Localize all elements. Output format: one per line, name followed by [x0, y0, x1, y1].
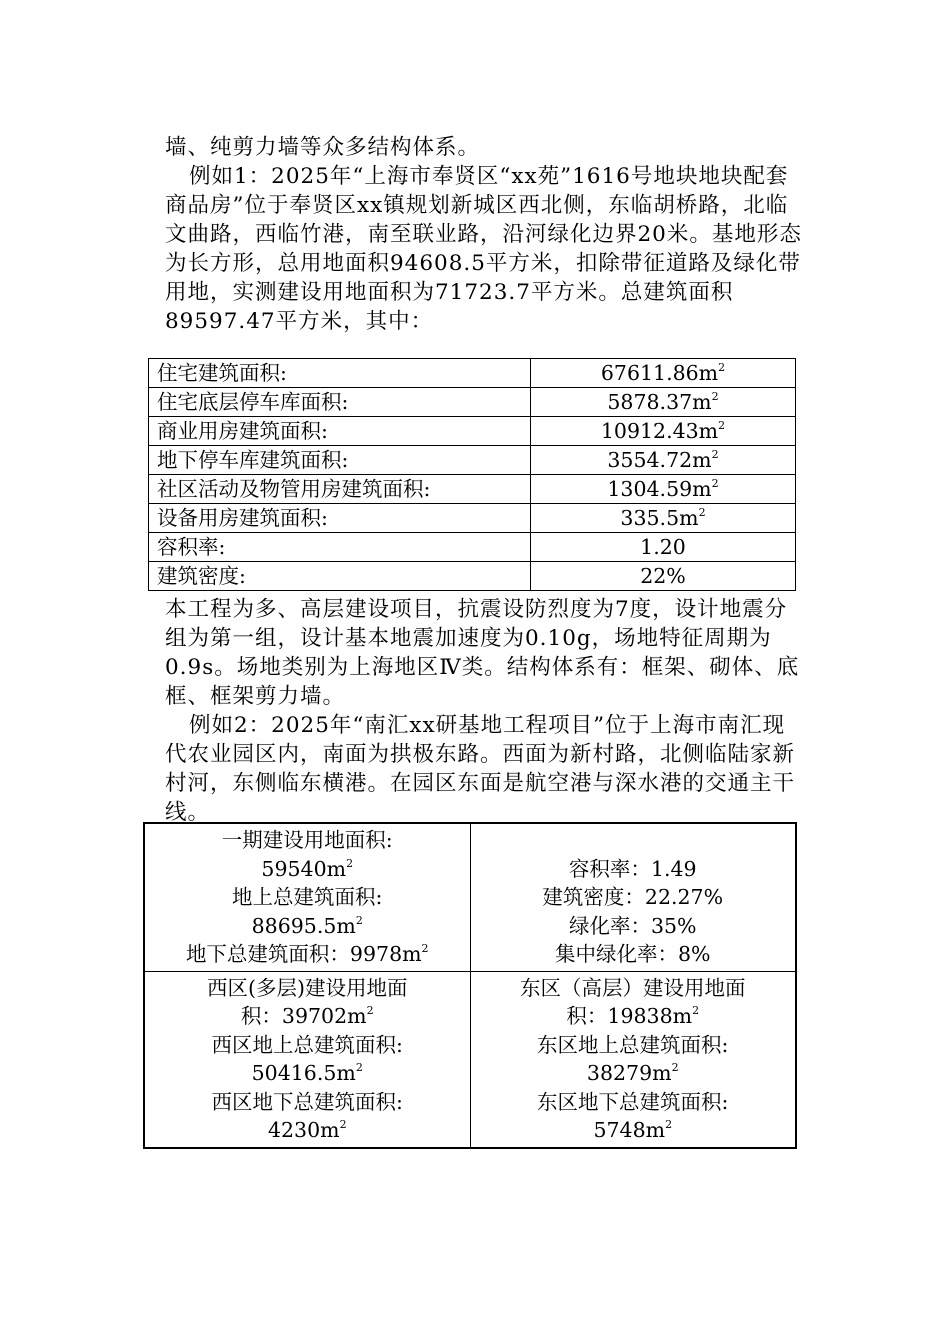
table-row [149, 504, 796, 533]
table-row [149, 562, 796, 591]
area-table-2 [143, 822, 797, 1149]
cell-line: $88695.5m^2$ [251, 913, 363, 938]
paragraph-example-2: 例如2：2025年“南汇xx研基地工程项目”位于上海市南汇现代农业园区内，南面为拱极东路。西面为新村路，北侧临陆家新村河，东侧临东横港。在园区东面是航空港与深水港的交通主干线。 [165, 713, 796, 825]
cell-line: 西区地下总建筑面积: [211, 1089, 403, 1114]
ratio-cell [470, 823, 796, 971]
cell-line: 东区地下总建筑面积: [537, 1089, 729, 1114]
cell-line: 地上总建筑面积: [232, 885, 383, 909]
cell-line: 绿化率：35% [568, 913, 697, 938]
table-row [149, 388, 796, 417]
row-label: 设备用房建筑面积: [149, 504, 531, 533]
row-value: $67611.86m^2$ [531, 359, 796, 388]
table-row [149, 475, 796, 504]
row-label: 社区活动及物管用房建筑面积: [149, 475, 531, 504]
cell-line: $5748m^2$ [593, 1118, 673, 1142]
cell-line: 集中绿化率：8% [554, 942, 711, 966]
cell-line: $4230m^2$ [267, 1118, 347, 1142]
table-row [149, 533, 796, 562]
cell-line: 建筑密度：22.27% [542, 885, 724, 909]
row-value: 1.20 [531, 533, 796, 562]
row-label: 容积率: [149, 533, 531, 562]
row-value: $335.5m^2$ [531, 504, 796, 533]
phase1-land-cell [144, 823, 470, 971]
paragraph-example-1: 例如1：2025年“上海市奉贤区“xx苑”1616号地块地块配套商品房”位于奉贤区xx镇规划新城区西北侧，东临胡桥路，北临文曲路，西临竹港，南至联业路，沿河绿化边界20米。基地形态为长方形，总用地面积94608.5平方米，扣除带征道路及绿化带用地，实测建设用地面积为71723.7平方米。总建筑面积89597.47平方米，其中： [165, 164, 802, 334]
area-table-1 [148, 358, 796, 591]
table-row [149, 359, 796, 388]
table-row [149, 417, 796, 446]
cell-line: $59540m^2$ [261, 856, 354, 881]
paragraph-intro: 墙、纯剪力墙等众多结构体系。 [165, 135, 481, 160]
cell-line: 一期建设用地面积: [221, 828, 393, 852]
cell-line: $50416.5m^2$ [251, 1061, 363, 1085]
row-value: $3554.72m^2$ [531, 446, 796, 475]
cell-line: 东区地上总建筑面积: [537, 1032, 729, 1057]
row-label: 商业用房建筑面积: [149, 417, 531, 446]
row-label: 住宅底层停车库面积: [149, 388, 531, 417]
table-row [144, 971, 796, 1148]
row-value: $10912.43m^2$ [531, 417, 796, 446]
cell-line: 西区(多层)建设用地面 [207, 975, 408, 1000]
table-row [149, 446, 796, 475]
cell-line: 西区地上总建筑面积: [211, 1032, 403, 1057]
cell-line: 积：$19838m^2$ [566, 1004, 700, 1028]
row-label: 住宅建筑面积: [149, 359, 531, 388]
cell-line: $38279m^2$ [586, 1061, 679, 1085]
cell-line: 东区（高层）建设用地面 [520, 975, 746, 1000]
cell-line: 地下总建筑面积：$9978m^2$ [185, 942, 429, 966]
east-zone-cell [470, 971, 796, 1148]
row-value: $1304.59m^2$ [531, 475, 796, 504]
cell-line: 积：$39702m^2$ [240, 1004, 374, 1028]
row-value: 22% [531, 562, 796, 591]
row-label: 建筑密度: [149, 562, 531, 591]
west-zone-cell [144, 971, 470, 1148]
paragraph-project-info: 本工程为多、高层建设项目，抗震设防烈度为7度，设计地震分组为第一组，设计基本地震加速度为0.10g，场地特征周期为0.9s。场地类别为上海地区Ⅳ类。结构体系有：框架、砌体、底框、框架剪力墙。 [165, 597, 800, 709]
cell-line: 容积率：1.49 [568, 856, 697, 881]
row-label: 地下停车库建筑面积: [149, 446, 531, 475]
row-value: $5878.37m^2$ [531, 388, 796, 417]
table-row [144, 823, 796, 971]
